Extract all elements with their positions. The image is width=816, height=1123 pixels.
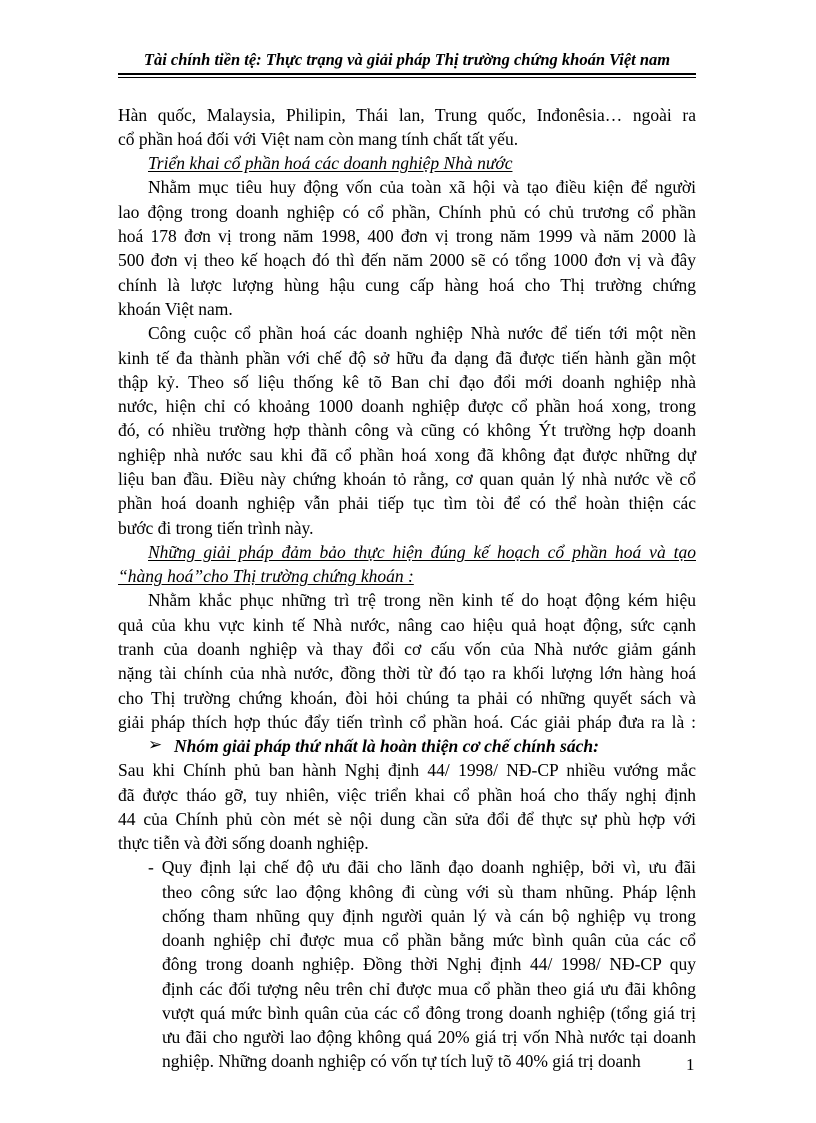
body-line: đó, có nhiều trường hợp thành công và cũng có không Ýt trường hợp doanh — [118, 420, 696, 440]
body-line: 500 đơn vị theo kế hoạch đó thì đến năm 2000 sẽ có tổng 1000 đơn vị và đây — [118, 250, 696, 270]
body-line: bước đi trong tiến trình này. — [118, 518, 314, 538]
body-line: tranh của doanh nghiệp và thay đổi cơ cấu vốn của Nhà nước giảm gánh — [118, 639, 696, 659]
header-rule-thick — [118, 73, 696, 75]
body-line: kinh tế đa thành phần với chế độ sở hữu đa dạng đã được tiến hành gần một — [118, 348, 696, 368]
body-line: khoán Việt nam. — [118, 299, 233, 319]
body-line: 44 của Chính phủ còn mét sè nội dung cần sửa đổi để thực sự phù hợp với — [118, 809, 696, 829]
subheading-line: Những giải pháp đảm bảo thực hiện đúng kế hoạch cổ phần hoá và tạo — [148, 542, 696, 562]
section-heading: Nhóm giải pháp thứ nhất là hoàn thiện cơ chế chính sách: — [174, 736, 599, 756]
subheading-line: Triển khai cổ phần hoá các doanh nghiệp Nhà nước — [148, 153, 513, 173]
body-line: Nhằm khắc phục những trì trệ trong nền kinh tế do hoạt động kém hiệu — [148, 590, 696, 610]
body-line: liệu ban đầu. Điều này chứng khoán tỏ rằng, cơ quan quản lý nhà nước về cổ — [118, 469, 696, 489]
body-line: nặng tài chính của nhà nước, đồng thời từ đó tạo ra khối lượng lớn hàng hoá — [118, 663, 696, 683]
body-line: doanh nghiệp chỉ được mua cổ phần bằng mức bình quân của các cổ — [162, 930, 696, 950]
body-line: Nhằm mục tiêu huy động vốn của toàn xã hội và tạo điều kiện để người — [148, 177, 696, 197]
body-line: nghiệp. Những doanh nghiệp có vốn tự tích luỹ tõ 40% giá trị doanh — [162, 1051, 641, 1071]
body-line: Sau khi Chính phủ ban hành Nghị định 44/ 1998/ NĐ-CP nhiều vướng mắc — [118, 760, 696, 780]
body-line: theo công sức lao động không đi cùng với sù tham nhũng. Pháp lệnh — [162, 882, 696, 902]
body-line: giải pháp thích hợp thúc đẩy tiến trình cổ phần hoá. Các giải pháp đưa ra là : — [118, 712, 696, 732]
body-line: đông trong doanh nghiệp. Đồng thời Nghị định 44/ 1998/ NĐ-CP quy — [162, 954, 696, 974]
subheading-line: “hàng hoá”cho Thị trường chứng khoán : — [118, 566, 414, 586]
body-line: - Quy định lại chế độ ưu đãi cho lãnh đạo doanh nghiệp, bởi vì, ưu đãi — [148, 857, 696, 877]
body-line: Công cuộc cổ phần hoá các doanh nghiệp Nhà nước để tiến tới một nền — [148, 323, 696, 343]
body-line: cổ phần hoá đối với Việt nam còn mang tính chất tất yếu. — [118, 129, 519, 149]
header-rule-thin — [118, 77, 696, 78]
body-line: nước, hiện chỉ có khoảng 1000 doanh nghiệp được cổ phần hoá xong, trong — [118, 396, 696, 416]
body-line: quả của khu vực kinh tế Nhà nước, nâng cao hiệu quả hoạt động, sức cạnh — [118, 615, 696, 635]
body-line: cho Thị trường chứng khoán, đòi hỏi chúng ta phải có những quyết sách và — [118, 688, 696, 708]
body-line: thực tiễn và đời sống doanh nghiệp. — [118, 833, 369, 853]
body-line: hoá 178 đơn vị trong năm 1998, 400 đơn vị trong năm 1999 và năm 2000 là — [118, 226, 696, 246]
body-line: vượt quá mức bình quân của các cổ đông trong doanh nghiệp (tổng giá trị — [162, 1003, 696, 1023]
arrow-bullet-icon: ➢ — [148, 735, 163, 754]
body-line: thập kỷ. Theo số liệu thống kê tõ Ban chỉ đạo đổi mới doanh nghiệp nhà — [118, 372, 696, 392]
page-header-title: Tài chính tiền tệ: Thực trạng và giải pháp Thị trường chứng khoán Việt nam — [143, 50, 671, 69]
body-line: đã được tháo gỡ, tuy nhiên, việc triển khai cổ phần hoá cho thấy nghị định — [118, 785, 696, 805]
body-line: Hàn quốc, Malaysia, Philipin, Thái lan, Trung quốc, Inđonêsia… ngoài ra — [118, 105, 696, 125]
body-line: chính là lược lượng hùng hậu cung cấp hàng hoá cho Thị trường chứng — [118, 275, 696, 295]
body-line: phần hoá doanh nghiệp vẫn phải tiếp tục tìm tòi để có thể hoàn thiện các — [118, 493, 696, 513]
body-line: nghiệp nhà nước sau khi đã cổ phần hoá xong đã không đạt được những dự — [118, 445, 696, 465]
body-line: lao động trong doanh nghiệp có cổ phần, Chính phủ có chủ trương cổ phần — [118, 202, 696, 222]
page-number: 1 — [686, 1055, 695, 1074]
body-line: ưu đãi cho người lao động không quá 20% giá trị vốn Nhà nước tại doanh — [162, 1027, 696, 1047]
body-line: chống tham nhũng quy định người quản lý và cán bộ nghiệp vụ trong — [162, 906, 696, 926]
body-line: định các đối tượng nêu trên chỉ được mua cổ phần theo giá ưu đãi không — [162, 979, 696, 999]
